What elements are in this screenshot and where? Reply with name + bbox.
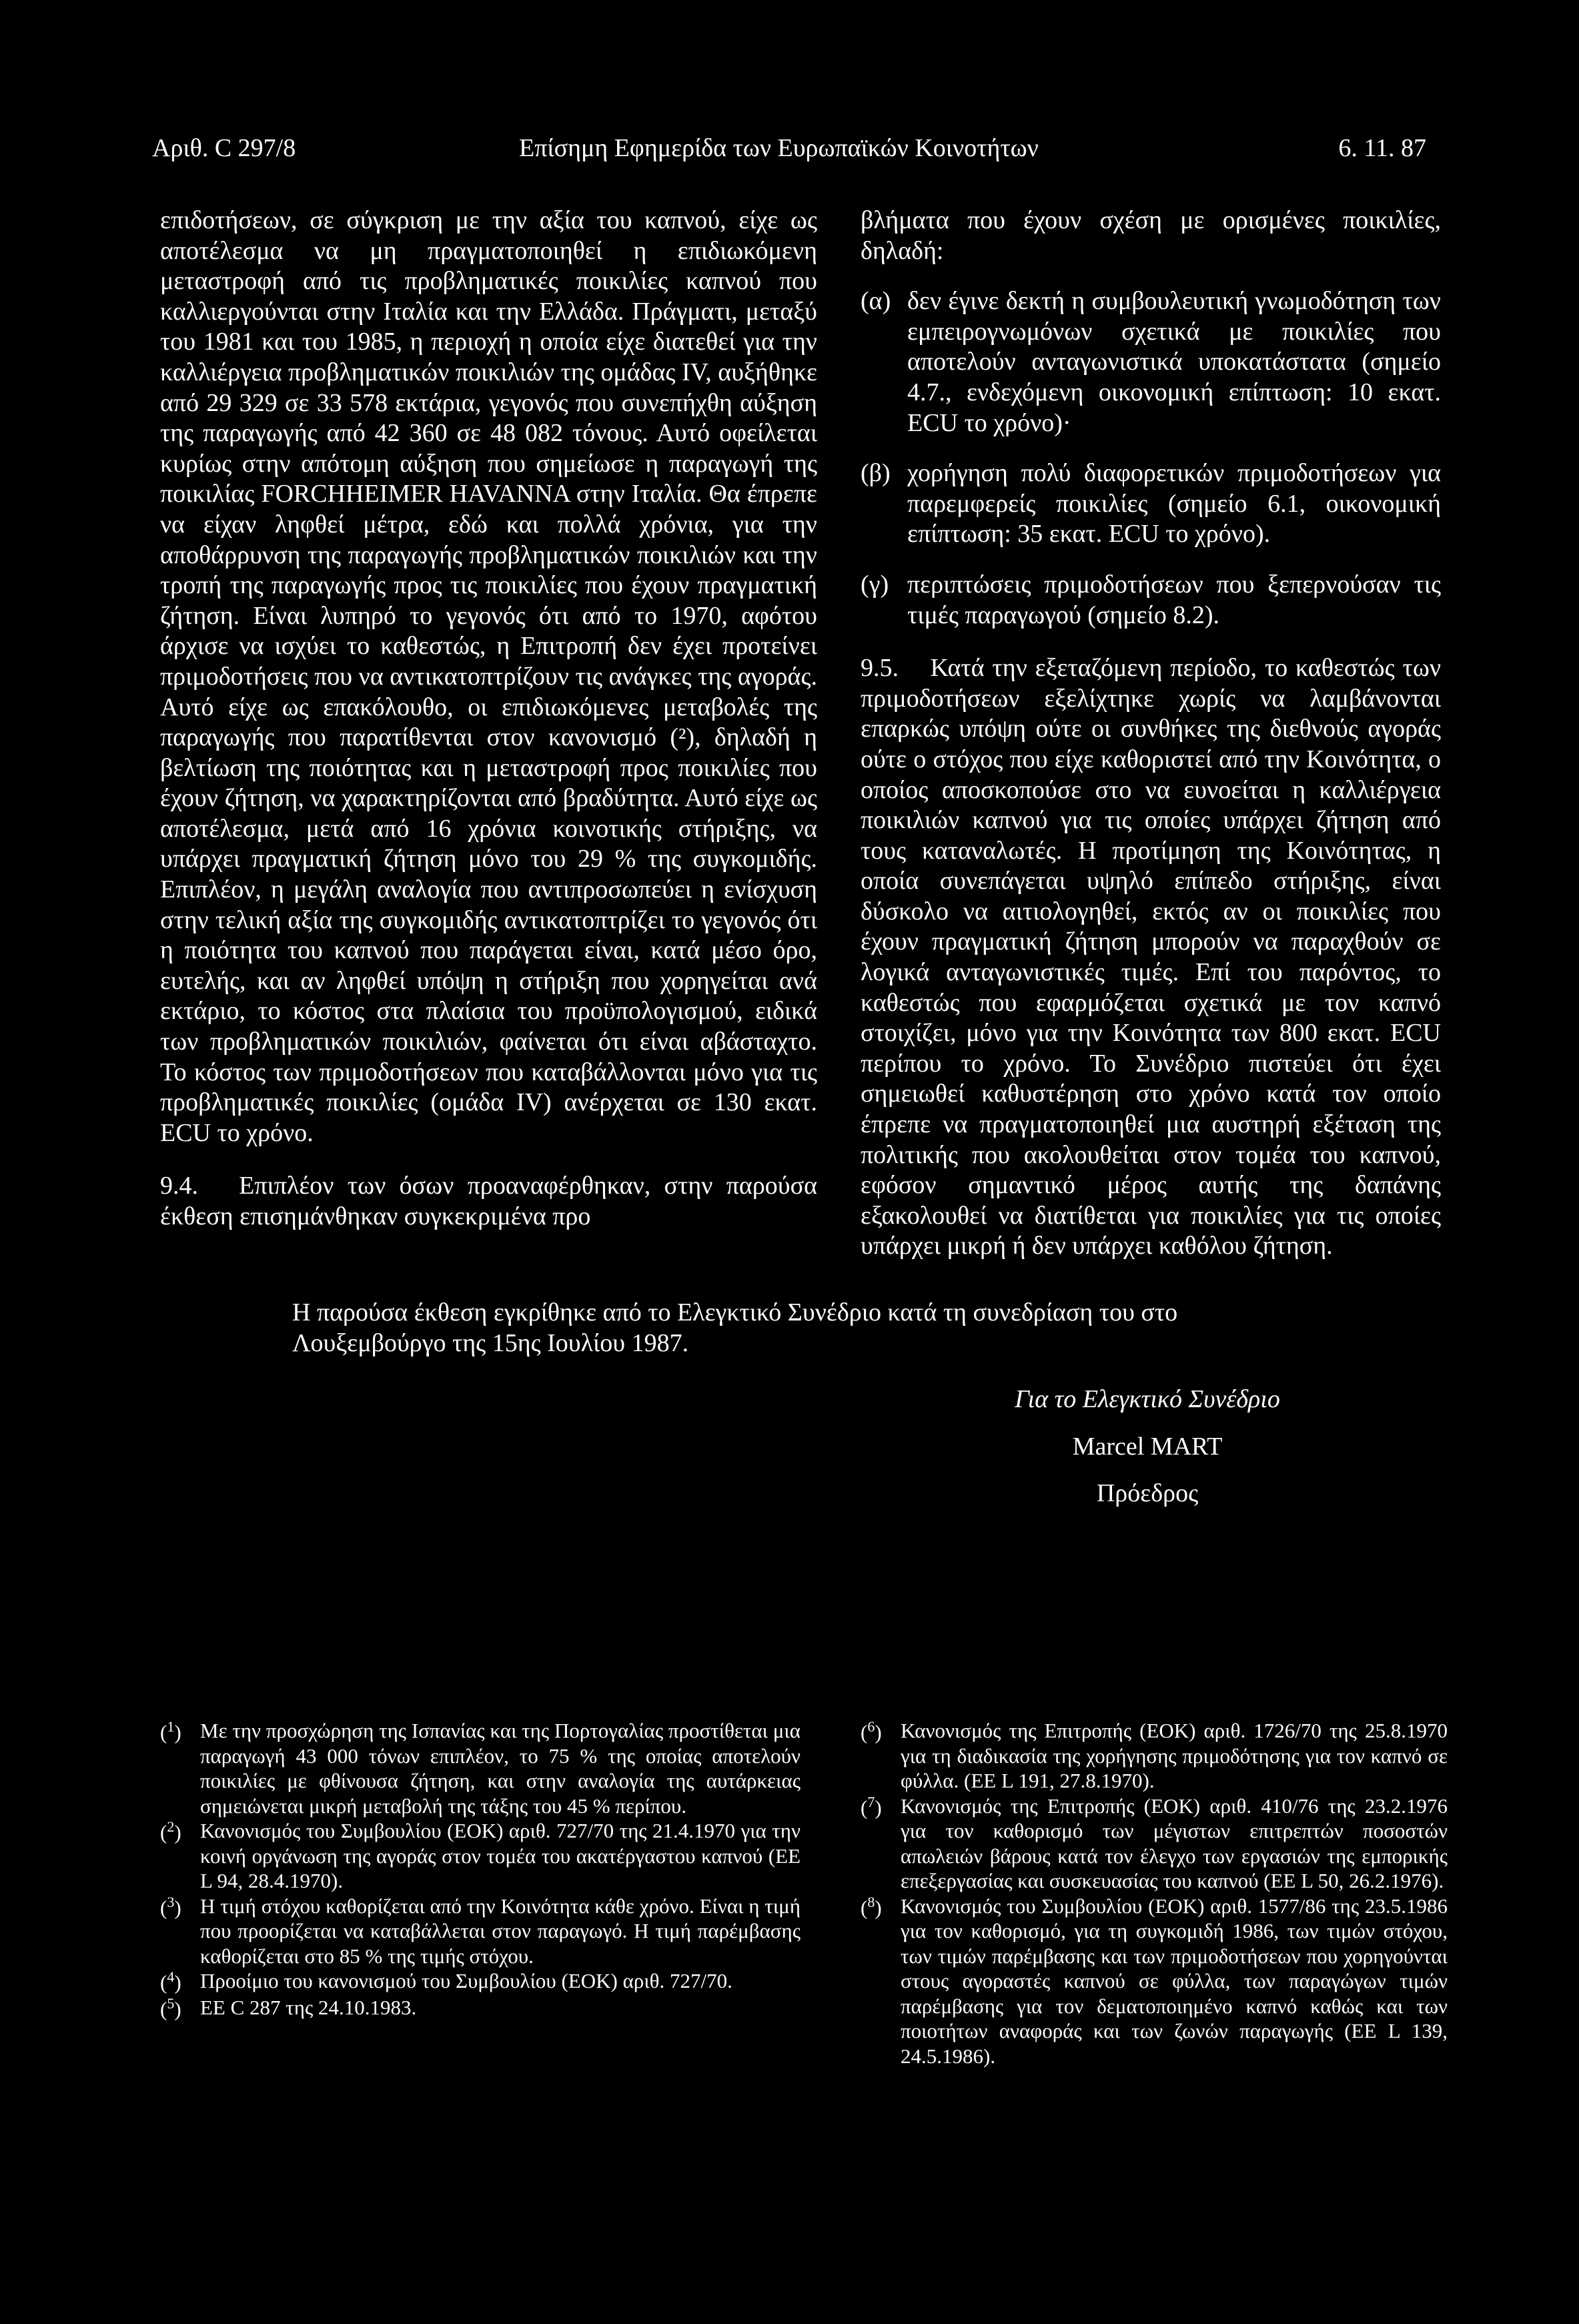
footnote-text: Με την προσχώρηση της Ισπανίας και της Πορτογαλίας προστίθεται μια παραγωγή 43 000 τόνων επιπλέον, το 75 % της οποίας αποτελούν ποικιλίες με φθίνουσα ζήτηση, και στην αναλογία της αυτάρκειας σημειώνεται μικρή μεταβολή της τάξης του 45 % περίπου. [200, 1719, 801, 1818]
signature-block [827, 1385, 1468, 1526]
footnotes-left [160, 1718, 801, 2022]
approval-line: Η παρούσα έκθεση εγκρίθηκε από το Ελεγκτικό Συνέδριο κατά τη συνεδρίαση του στο [292, 1298, 1178, 1326]
list-marker: (α) [861, 287, 891, 316]
page-header [152, 133, 1426, 173]
paragraph-text: Κατά την εξεταζόμενη περίοδο, το καθεστώς των πριμοδοτήσεων εξελίχτηκε χωρίς να λαμβάνονται επαρκώς υπόψη ούτε οι συνθήκες της διεθνούς αγοράς ούτε ο στόχος που είχε καθοριστεί από την Κοινότητα, ο οποίος αποσκοπούσε στο να ευνοείται η καλλιέργεια ποικιλιών καπνού για τις οποίες υπάρχει ζήτηση από τους καταναλωτές. Η προτίμηση της Κοινότητας, η οποία συνεπάγεται υψηλό επίπεδο στήριξης, είναι δύσκολο να αιτιολογηθεί, εκτός αν οι ποικιλίες που έχουν πραγματική ζήτηση μπορούν να παραχθούν σε λογικά ανταγωνιστικές τιμές. Επί του παρόντος, το καθεστώς που εφαρμόζεται σχετικά με τον καπνό στοιχίζει, μόνο για την Κοινότητα των 800 εκατ. ECU περίπου το χρόνο. Το Συνέδριο πιστεύει ότι έχει σημειωθεί καθυστέρηση στο χρόνο κατά τον οποίο έπρεπε να πραγματοποιηθεί μια αυστηρή εξέταση της πολιτικής που ακολουθείται στον τομέα του καπνού, εφόσον σημαντικό μέρος αυτής της δαπάνης εξακολουθεί να διατίθεται για ποικιλίες για τις οποίες υπάρχει μικρή ή δεν υπάρχει καθόλου ζήτηση. [861, 654, 1442, 1260]
footnote-number: 3 [167, 1893, 175, 1910]
footnote-number: 2 [167, 1818, 175, 1835]
footnote: ($^3$) Η τιμή στόχου καθορίζεται από την Κοινότητα κάθε χρόνο. Είναι η τιμή που προορίζεται να καταβάλλεται στον παραγωγό. Η τιμή παρέμβασης καθορίζεται στο 85 % της τιμής στόχου. [160, 1893, 801, 1968]
footnote-text: Κανονισμός του Συμβουλίου (ΕΟΚ) αριθ. 727/70 της 21.4.1970 για την κοινή οργάνωση της αγοράς στον τομέα του ακατέργαστου καπνού (ΕΕ L 94, 28.4.1970). [200, 1819, 801, 1892]
list-intro: βλήματα που έχουν σχέση με ορισμένες ποικιλίες, δηλαδή: [861, 206, 1441, 265]
footnote-number: 1 [167, 1718, 175, 1735]
journal-reference: Αριθ. C 297/8 [152, 134, 296, 162]
footnote-text: Η τιμή στόχου καθορίζεται από την Κοινότητα κάθε χρόνο. Είναι η τιμή που προορίζεται να καταβάλλεται στον παραγωγό. Η τιμή παρέμβασης καθορίζεται στο 85 % της τιμής στόχου. [200, 1894, 801, 1968]
footnotes-right [861, 1718, 1448, 2068]
right-column [861, 206, 1441, 1262]
signatory-title: Πρόεδρος [1096, 1479, 1199, 1508]
footnote: ($^5$) ΕΕ C 287 της 24.10.1983. [160, 1995, 801, 2022]
paragraph-number: 9.4. [160, 1172, 198, 1200]
footnote-text: Προοίμιο του κανονισμού του Συμβουλίου (ΕΟΚ) αριθ. 727/70. [200, 1969, 732, 1992]
paragraph-continued: επιδοτήσεων, σε σύγκριση με την αξία του καπνού, είχε ως αποτέλεσμα να μη πραγματοποιηθεί η επιδιωκόμενη μεταστροφή από τις προβληματικές ποικιλίες καπνού που καλλιεργούνται στην Ιταλία και την Ελλάδα. Πράγματι, μεταξύ του 1981 και του 1985, η περιοχή η οποία είχε διατεθεί για την καλλιέργεια προβληματικών ποικιλιών της ομάδας IV, αυξήθηκε από 29 329 σε 33 578 εκτάρια, γεγονός που συνεπήχθη αύξηση της παραγωγής από 42 360 σε 48 082 τόνους. Αυτό οφείλεται κυρίως στην απότομη αύξηση που σημείωσε η παραγωγή της ποικιλίας FORCHHEIMER HAVANNA στην Ιταλία. Θα έπρεπε να είχαν ληφθεί μέτρα, εδώ και πολλά χρόνια, για την αποθάρρυνση της παραγωγής προβληματικών ποικιλιών και την τροπή της παραγωγής προς τις ποικιλίες που έχουν πραγματική ζήτηση. Είναι λυπηρό το γεγονός ότι από το 1970, αφότου άρχισε να ισχύει το καθεστώς, η Επιτροπή δεν έχει προτείνει πριμοδοτήσεις που να αντικατοπτρίζουν τις ανάγκες της αγοράς. Αυτό είχε ως επακόλουθο, οι επιδιωκόμενες μεταβολές της παραγωγής που παρατίθενται στον κανονισμό (²), δηλαδή η βελτίωση της ποιότητας και η μεταστροφή προς ποικιλίες που έχουν ζήτηση, να χαρακτηρίζονται από βραδύτητα. Αυτό είχε ως αποτέλεσμα, μετά από 16 χρόνια κοινοτικής στήριξης, να υπάρχει πραγματική ζήτηση μόνο του 29 % της συγκομιδής. Επιπλέον, η μεγάλη αναλογία που αντιπροσωπεύει η ενίσχυση στην τελική αξία της συγκομιδής αντικατοπτρίζει το γεγονός ότι η ποιότητα του καπνού που παράγεται είναι, κατά μέσο όρο, ευτελής, και αν ληφθεί υπόψη η στήριξη που χορηγείται ανά εκτάριο, το κόστος στα πλαίσια του προϋπολογισμού, ειδικά των προβληματικών ποικιλιών, φαίνεται ότι είναι αβάσταχτο. Το κόστος των πριμοδοτήσεων που καταβάλλονται μόνο για τις προβληματικές ποικιλίες (ομάδα IV) ανέρχεται σε 130 εκατ. ECU το χρόνο. [160, 206, 817, 1147]
list-text: χορήγηση πολύ διαφορετικών πριμοδοτήσεων για παρεμφερείς ποικιλίες (σημείο 6.1, οικονομική επίπτωση: 35 εκατ. ECU το χρόνο). [907, 459, 1441, 548]
left-column [160, 206, 817, 1232]
footnote: ($^2$) Κανονισμός του Συμβουλίου (ΕΟΚ) αριθ. 727/70 της 21.4.1970 για την κοινή οργάνωση της αγοράς στον τομέα του ακατέργαστου καπνού (ΕΕ L 94, 28.4.1970). [160, 1818, 801, 1892]
list-item [861, 458, 1441, 550]
footnote-number: 8 [867, 1893, 875, 1910]
approval-line: Λουξεμβούργο της 15ης Ιουλίου 1987. [292, 1328, 689, 1357]
footnote-text: Κανονισμός της Επιτροπής (ΕΟΚ) αριθ. 410/76 της 23.2.1976 για τον καθορισμό των μέγιστων επιτρεπτών ποσοστών απωλειών βάρους κατά τον έλεγχο των εργασιών της εμπορικής επεξεργασίας και συσκευασίας του καπνού (ΕΕ L 50, 26.2.1976). [901, 1794, 1448, 1892]
footnote: ($^4$) Προοίμιο του κανονισμού του Συμβουλίου (ΕΟΚ) αριθ. 727/70. [160, 1968, 801, 1995]
footnote-number: 4 [167, 1968, 175, 1985]
footnote-number: 7 [867, 1793, 875, 1810]
paragraph-number: 9.5. [861, 654, 899, 683]
signatory-organization: Για το Ελεγκτικό Συνέδριο [1015, 1385, 1280, 1413]
footnote-text: Κανονισμός του Συμβουλίου (ΕΟΚ) αριθ. 1577/86 της 23.5.1986 για τον καθορισμό, για τη συγκομιδή 1986, των τιμών στόχου, των τιμών παρέμβασης και των πριμοδοτήσεων που χορηγούνται στους αγοραστές καπνού σε φύλλα, των παραγώγων τιμών παρέμβασης για τον δεματοποιημένο καπνό καθώς και των ποιοτήτων αναφοράς και των ζωνών παραγωγής (ΕΕ L 139, 24.5.1986). [901, 1894, 1448, 2068]
list-marker: (β) [861, 459, 891, 488]
signatory-name: Marcel MART [1072, 1432, 1223, 1461]
list-text: δεν έγινε δεκτή η συμβουλευτική γνωμοδότηση των εμπειρογνωμόνων σχετικά με ποικιλίες που αποτελούν ανταγωνιστικά υποκατάστατα (σημείο 4.7., ενδεχόμενη οικονομική επίπτωση: 10 εκατ. ECU το χρόνο)· [907, 287, 1441, 437]
list-text: περιπτώσεις πριμοδοτήσεων που ξεπερνούσαν τις τιμές παραγωγού (σημείο 8.2). [907, 570, 1441, 629]
paragraph-text: Επιπλέον των όσων προαναφέρθηκαν, στην παρούσα έκθεση επισημάνθηκαν συγκεκριμένα προ [160, 1172, 818, 1230]
footnote: ($^8$) Κανονισμός του Συμβουλίου (ΕΟΚ) αριθ. 1577/86 της 23.5.1986 για τον καθορισμό, για τη συγκομιδή 1986, των τιμών στόχου, των τιμών παρέμβασης και των πριμοδοτήσεων που χορηγούνται στους αγοραστές καπνού σε φύλλα, των παραγώγων τιμών παρέμβασης για τον δεματοποιημένο καπνό καθώς και των ποιοτήτων αναφοράς και των ζωνών παραγωγής (ΕΕ L 139, 24.5.1986). [861, 1893, 1448, 2068]
list-item [861, 286, 1441, 438]
footnote-number: 5 [167, 1994, 175, 2012]
journal-title: Επίσημη Εφημερίδα των Ευρωπαϊκών Κοινοτήτων [519, 134, 1039, 162]
footnote: ($^6$) Κανονισμός της Επιτροπής (ΕΟΚ) αριθ. 1726/70 της 25.8.1970 για τη διαδικασία της χορήγησης πριμοδότησης για τον καπνό σε φύλλα. (ΕΕ L 191, 27.8.1970). [861, 1718, 1448, 1792]
publication-date: 6. 11. 87 [1338, 134, 1426, 162]
approval-statement [292, 1298, 1360, 1359]
footnote: ($^7$) Κανονισμός της Επιτροπής (ΕΟΚ) αριθ. 410/76 της 23.2.1976 για τον καθορισμό των μέγιστων επιτρεπτών ποσοστών απωλειών βάρους κατά τον έλεγχο των εργασιών της εμπορικής επεξεργασίας και συσκευασίας του καπνού (ΕΕ L 50, 26.2.1976). [861, 1793, 1448, 1892]
footnote-text: ΕΕ C 287 της 24.10.1983. [200, 1995, 417, 2019]
list-marker: (γ) [861, 570, 889, 599]
paragraph-9-5 [861, 653, 1441, 1262]
footnote: ($^1$) Με την προσχώρηση της Ισπανίας και της Πορτογαλίας προστίθεται μια παραγωγή 43 000 τόνων επιπλέον, το 75 % της οποίας αποτελούν ποικιλίες με φθίνουσα ζήτηση, και στην αναλογία της αυτάρκειας σημειώνεται μικρή μεταβολή της τάξης του 45 % περίπου. [160, 1718, 801, 1818]
paragraph-9-4 [160, 1171, 817, 1232]
footnote-text: Κανονισμός της Επιτροπής (ΕΟΚ) αριθ. 1726/70 της 25.8.1970 για τη διαδικασία της χορήγησης πριμοδότησης για τον καπνό σε φύλλα. (ΕΕ L 191, 27.8.1970). [901, 1719, 1448, 1792]
footnote-number: 6 [867, 1718, 875, 1735]
list-item [861, 570, 1441, 631]
